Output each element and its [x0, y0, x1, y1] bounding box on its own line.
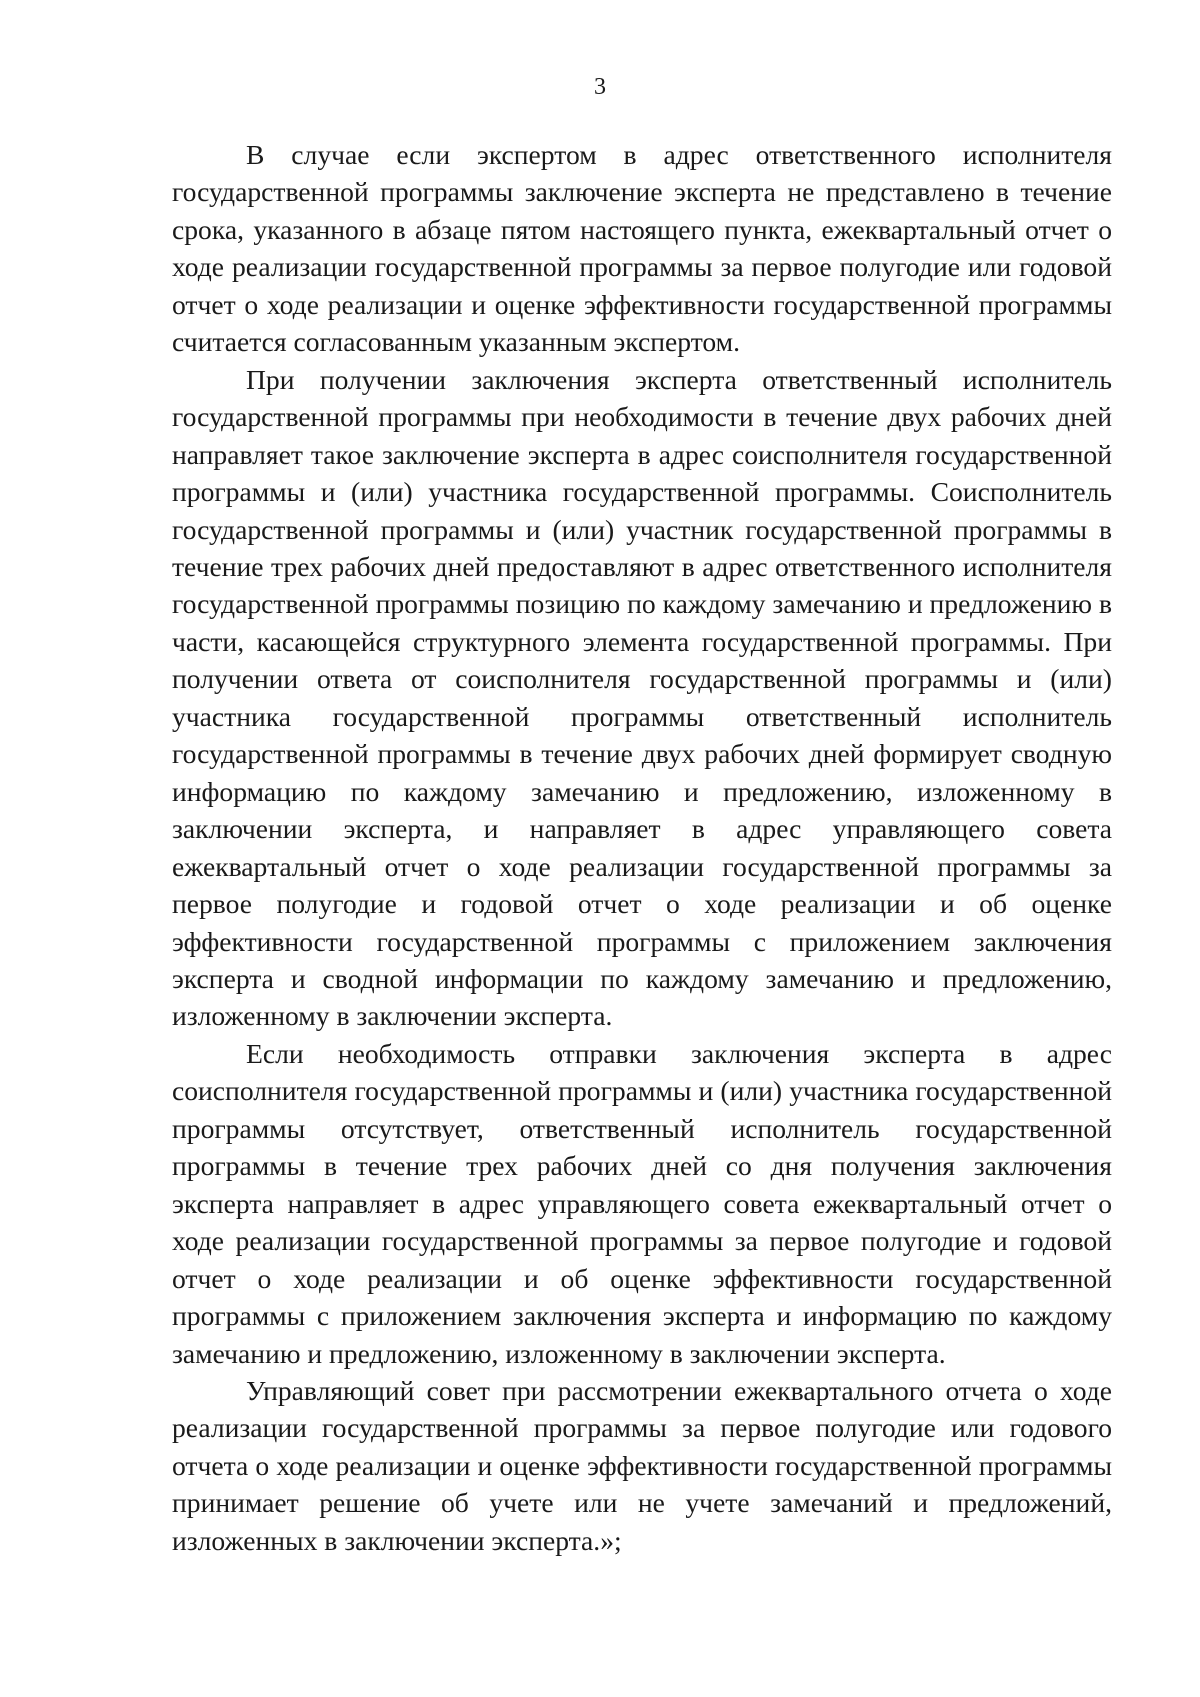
document-body [172, 136, 1112, 1559]
paragraph-governing-council-decision: Управляющий совет при рассмотрении ежеквартального отчета о ходе реализации государственной программы за первое полугодие или годового отчета о ходе реализации и оценке эффективности государственной программы принимает решение об учете или не учете замечаний и предложений, изложенных в заключении эксперта.»; [172, 1374, 1112, 1556]
paragraph-expert-conclusion-received: При получении заключения эксперта ответственный исполнитель государственной программы при необходимости в течение двух рабочих дней направляет такое заключение эксперта в адрес соисполнителя государственной программы и (или) участника государственной программы. Соисполнитель государственной программы и (или) участник государственной программы в течение трех рабочих дней предоставляют в адрес ответственного исполнителя государственной программы позицию по каждому замечанию и предложению в части, касающейся структурного элемента государственной программы. При получении ответа от соисполнителя государственной программы и (или) участника государственной программы ответственный исполнитель государственной программы в течение двух рабочих дней формирует сводную информацию по каждому замечанию и предложению, изложенному в заключении эксперта, и направляет в адрес управляющего совета ежеквартальный отчет о ходе реализации государственной программы за первое полугодие и годовой отчет о ходе реализации и об оценке эффективности государственной программы с приложением заключения эксперта и сводной информации по каждому замечанию и предложению, изложенному в заключении эксперта. [172, 363, 1112, 1032]
paragraph-no-forwarding-needed: Если необходимость отправки заключения эксперта в адрес соисполнителя государственной программы и (или) участника государственной программы отсутствует, ответственный исполнитель государственной программы в течение трех рабочих дней со дня получения заключения эксперта направляет в адрес управляющего совета ежеквартальный отчет о ходе реализации государственной программы за первое полугодие и годовой отчет о ходе реализации и об оценке эффективности государственной программы с приложением заключения эксперта и информацию по каждому замечанию и предложению, изложенному в заключении эксперта. [172, 1037, 1112, 1369]
page-number: 3 [594, 74, 606, 100]
paragraph-expert-not-submitted: В случае если экспертом в адрес ответственного исполнителя государственной программы заключение эксперта не представлено в течение срока, указанного в абзаце пятом настоящего пункта, ежеквартальный отчет о ходе реализации государственной программы за первое полугодие или годовой отчет о ходе реализации и оценке эффективности государственной программы считается согласованным указанным экспертом. [172, 139, 1112, 358]
